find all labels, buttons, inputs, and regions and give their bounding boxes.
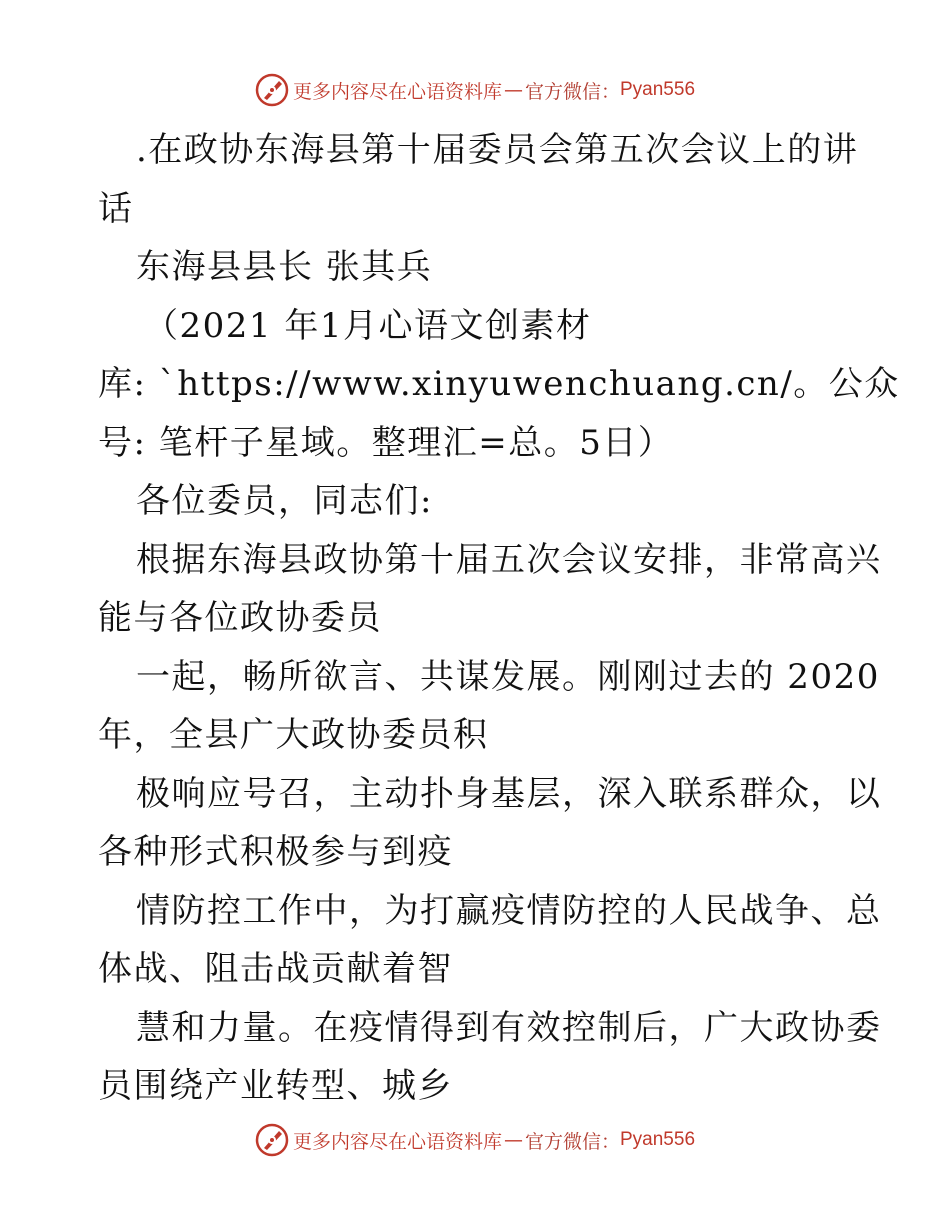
body-line: 慧和力量。在疫情得到有效控制后，广大政协委 [136,1007,882,1048]
body-line: 能与各位政协委员 [98,598,382,638]
watermark-account: Pyan556 [620,79,696,100]
body-line: 极响应号召，主动扑身基层，深入联系群众，以 [136,773,882,814]
date-source-line-2: 库: `https://www.xinyuwenchuang.cn/。公众 [98,364,900,404]
quill-pen-logo-icon [255,73,289,107]
date-source-line-3: 号: 笔杆子星域。整理汇=总。5日） [98,422,674,463]
watermark-banner-bottom [0,1120,950,1160]
speaker-line: 东海县县长 张其兵 [136,247,433,287]
body-line: 年，全县广大政协委员积 [98,715,489,755]
watermark-official-label: 官方微信： [524,80,620,103]
body-line: 员围绕产业转型、城乡 [98,1066,453,1106]
watermark-brand: 更多内容尽在心语资料库 [292,80,502,103]
watermark-separator: — [503,79,523,101]
body-line: 情防控工作中，为打赢疫情防控的人民战争、总 [136,890,882,931]
title-line-2: 话 [98,188,134,229]
title-line-1: .在政协东海县第十届委员会第五次会议上的讲 [136,130,859,170]
watermark-brand: 更多内容尽在心语资料库 [292,1130,502,1153]
body-line: 一起，畅所欲言、共谋发展。刚刚过去的 2020 [136,656,880,697]
document-body [98,121,900,1116]
salutation-line: 各位委员，同志们: [136,481,433,521]
body-line: 体战、阻击战贡献着智 [98,949,453,989]
watermark-banner-top [0,70,950,110]
watermark-separator: — [503,1129,523,1151]
body-line: 根据东海县政协第十届五次会议安排，非常高兴 [136,539,882,580]
quill-pen-logo-icon [255,1123,289,1157]
body-line: 各种形式积极参与到疫 [98,832,453,872]
date-source-line-1: （2021 年1月心语文创素材 [144,305,592,346]
watermark-account: Pyan556 [620,1129,696,1150]
watermark-official-label: 官方微信： [524,1130,620,1153]
